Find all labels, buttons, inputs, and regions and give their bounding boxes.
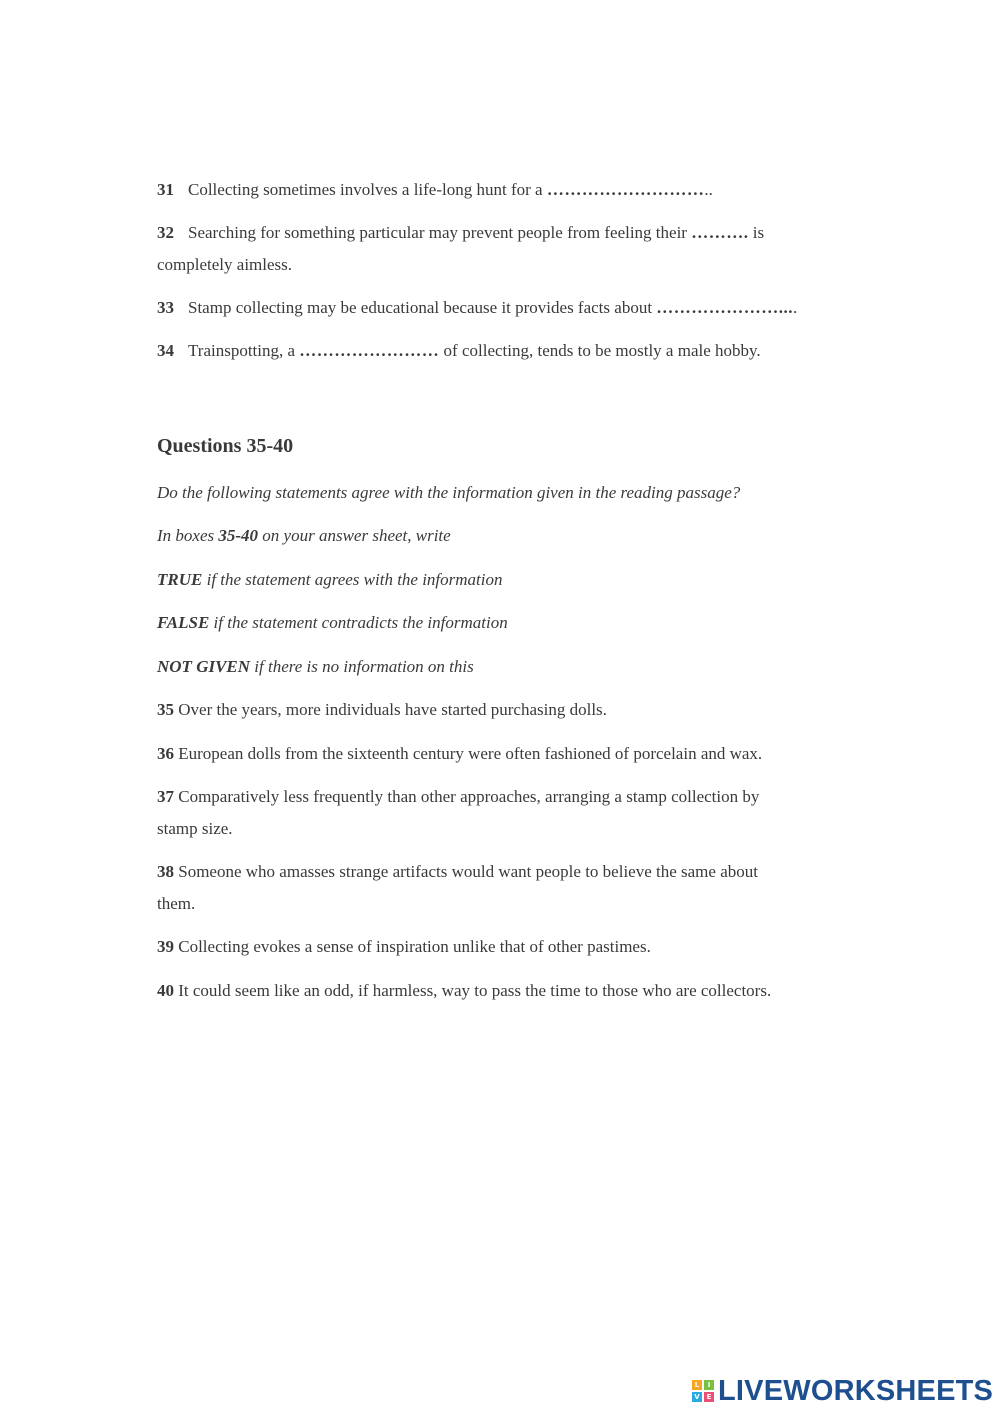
statement-number: 39 <box>157 937 174 956</box>
logo-block: I <box>704 1380 714 1390</box>
statement-number: 36 <box>157 744 174 763</box>
question-text-after: .. <box>704 180 713 199</box>
option-not-given <box>157 657 474 677</box>
statement-38-continued: them. <box>157 894 196 913</box>
statement-37 <box>157 787 759 807</box>
logo-icon <box>692 1380 714 1402</box>
liveworksheets-logo <box>692 1374 994 1407</box>
instruction-post: on your answer sheet, write <box>258 526 451 545</box>
question-text: Collecting sometimes involves a life-long hunt for a <box>188 180 547 199</box>
logo-text: LIVEWORKSHEETS <box>718 1374 994 1407</box>
statement-text: It could seem like an odd, if harmless, way to pass the time to those who are collectors. <box>174 981 772 1000</box>
statement-39 <box>157 937 651 957</box>
statement-number: 40 <box>157 981 174 1000</box>
question-31 <box>157 180 713 200</box>
statement-36 <box>157 744 762 764</box>
question-32 <box>157 223 764 243</box>
question-text-after: of collecting, tends to be mostly a male hobby. <box>439 341 761 360</box>
option-false <box>157 613 508 633</box>
statement-text: Someone who amasses strange artifacts would want people to believe the same about <box>174 862 758 881</box>
option-key: FALSE <box>157 613 210 632</box>
answer-blank[interactable]: ………. <box>691 223 749 242</box>
question-number: 34 <box>157 341 174 360</box>
instruction-range: 35-40 <box>218 526 259 545</box>
question-34 <box>157 341 761 361</box>
section-heading: Questions 35-40 <box>157 435 294 457</box>
question-number: 31 <box>157 180 174 199</box>
statement-text: Collecting evokes a sense of inspiration unlike that of other pastimes. <box>174 937 651 956</box>
statement-text: Comparatively less frequently than other approaches, arranging a stamp collection by <box>174 787 760 806</box>
statement-number: 38 <box>157 862 174 881</box>
question-number: 33 <box>157 298 174 317</box>
statement-text: Over the years, more individuals have started purchasing dolls. <box>174 700 607 719</box>
question-text: Trainspotting, a <box>188 341 300 360</box>
instruction-line-1: Do the following statements agree with the information given in the reading passage? <box>157 483 741 502</box>
statement-35 <box>157 700 607 720</box>
statement-number: 35 <box>157 700 174 719</box>
question-text: Stamp collecting may be educational because it provides facts about <box>188 298 657 317</box>
option-true <box>157 570 503 590</box>
statement-40 <box>157 981 771 1001</box>
statement-37-continued: stamp size. <box>157 819 233 838</box>
statement-text: European dolls from the sixteenth century were often fashioned of porcelain and wax. <box>174 744 763 763</box>
option-desc: if the statement contradicts the information <box>209 613 508 632</box>
instruction-line-2 <box>157 526 451 546</box>
statement-38 <box>157 862 758 882</box>
answer-blank[interactable]: ……………………… <box>546 180 705 199</box>
statement-number: 37 <box>157 787 174 806</box>
logo-block: E <box>704 1392 714 1402</box>
option-key: TRUE <box>157 570 203 589</box>
option-key: NOT GIVEN <box>157 657 251 676</box>
question-32-continued: completely aimless. <box>157 255 293 274</box>
question-text-after: is <box>748 223 765 242</box>
answer-blank[interactable]: …………………… <box>299 341 440 360</box>
logo-block: L <box>692 1380 702 1390</box>
question-number: 32 <box>157 223 174 242</box>
logo-block: V <box>692 1392 702 1402</box>
question-33 <box>157 298 797 318</box>
option-desc: if the statement agrees with the information <box>202 570 503 589</box>
option-desc: if there is no information on this <box>250 657 474 676</box>
question-text: Searching for something particular may prevent people from feeling their <box>188 223 692 242</box>
answer-blank[interactable]: …………………... <box>656 298 794 317</box>
instruction-pre: In boxes <box>157 526 219 545</box>
question-text-after: . <box>793 298 798 317</box>
